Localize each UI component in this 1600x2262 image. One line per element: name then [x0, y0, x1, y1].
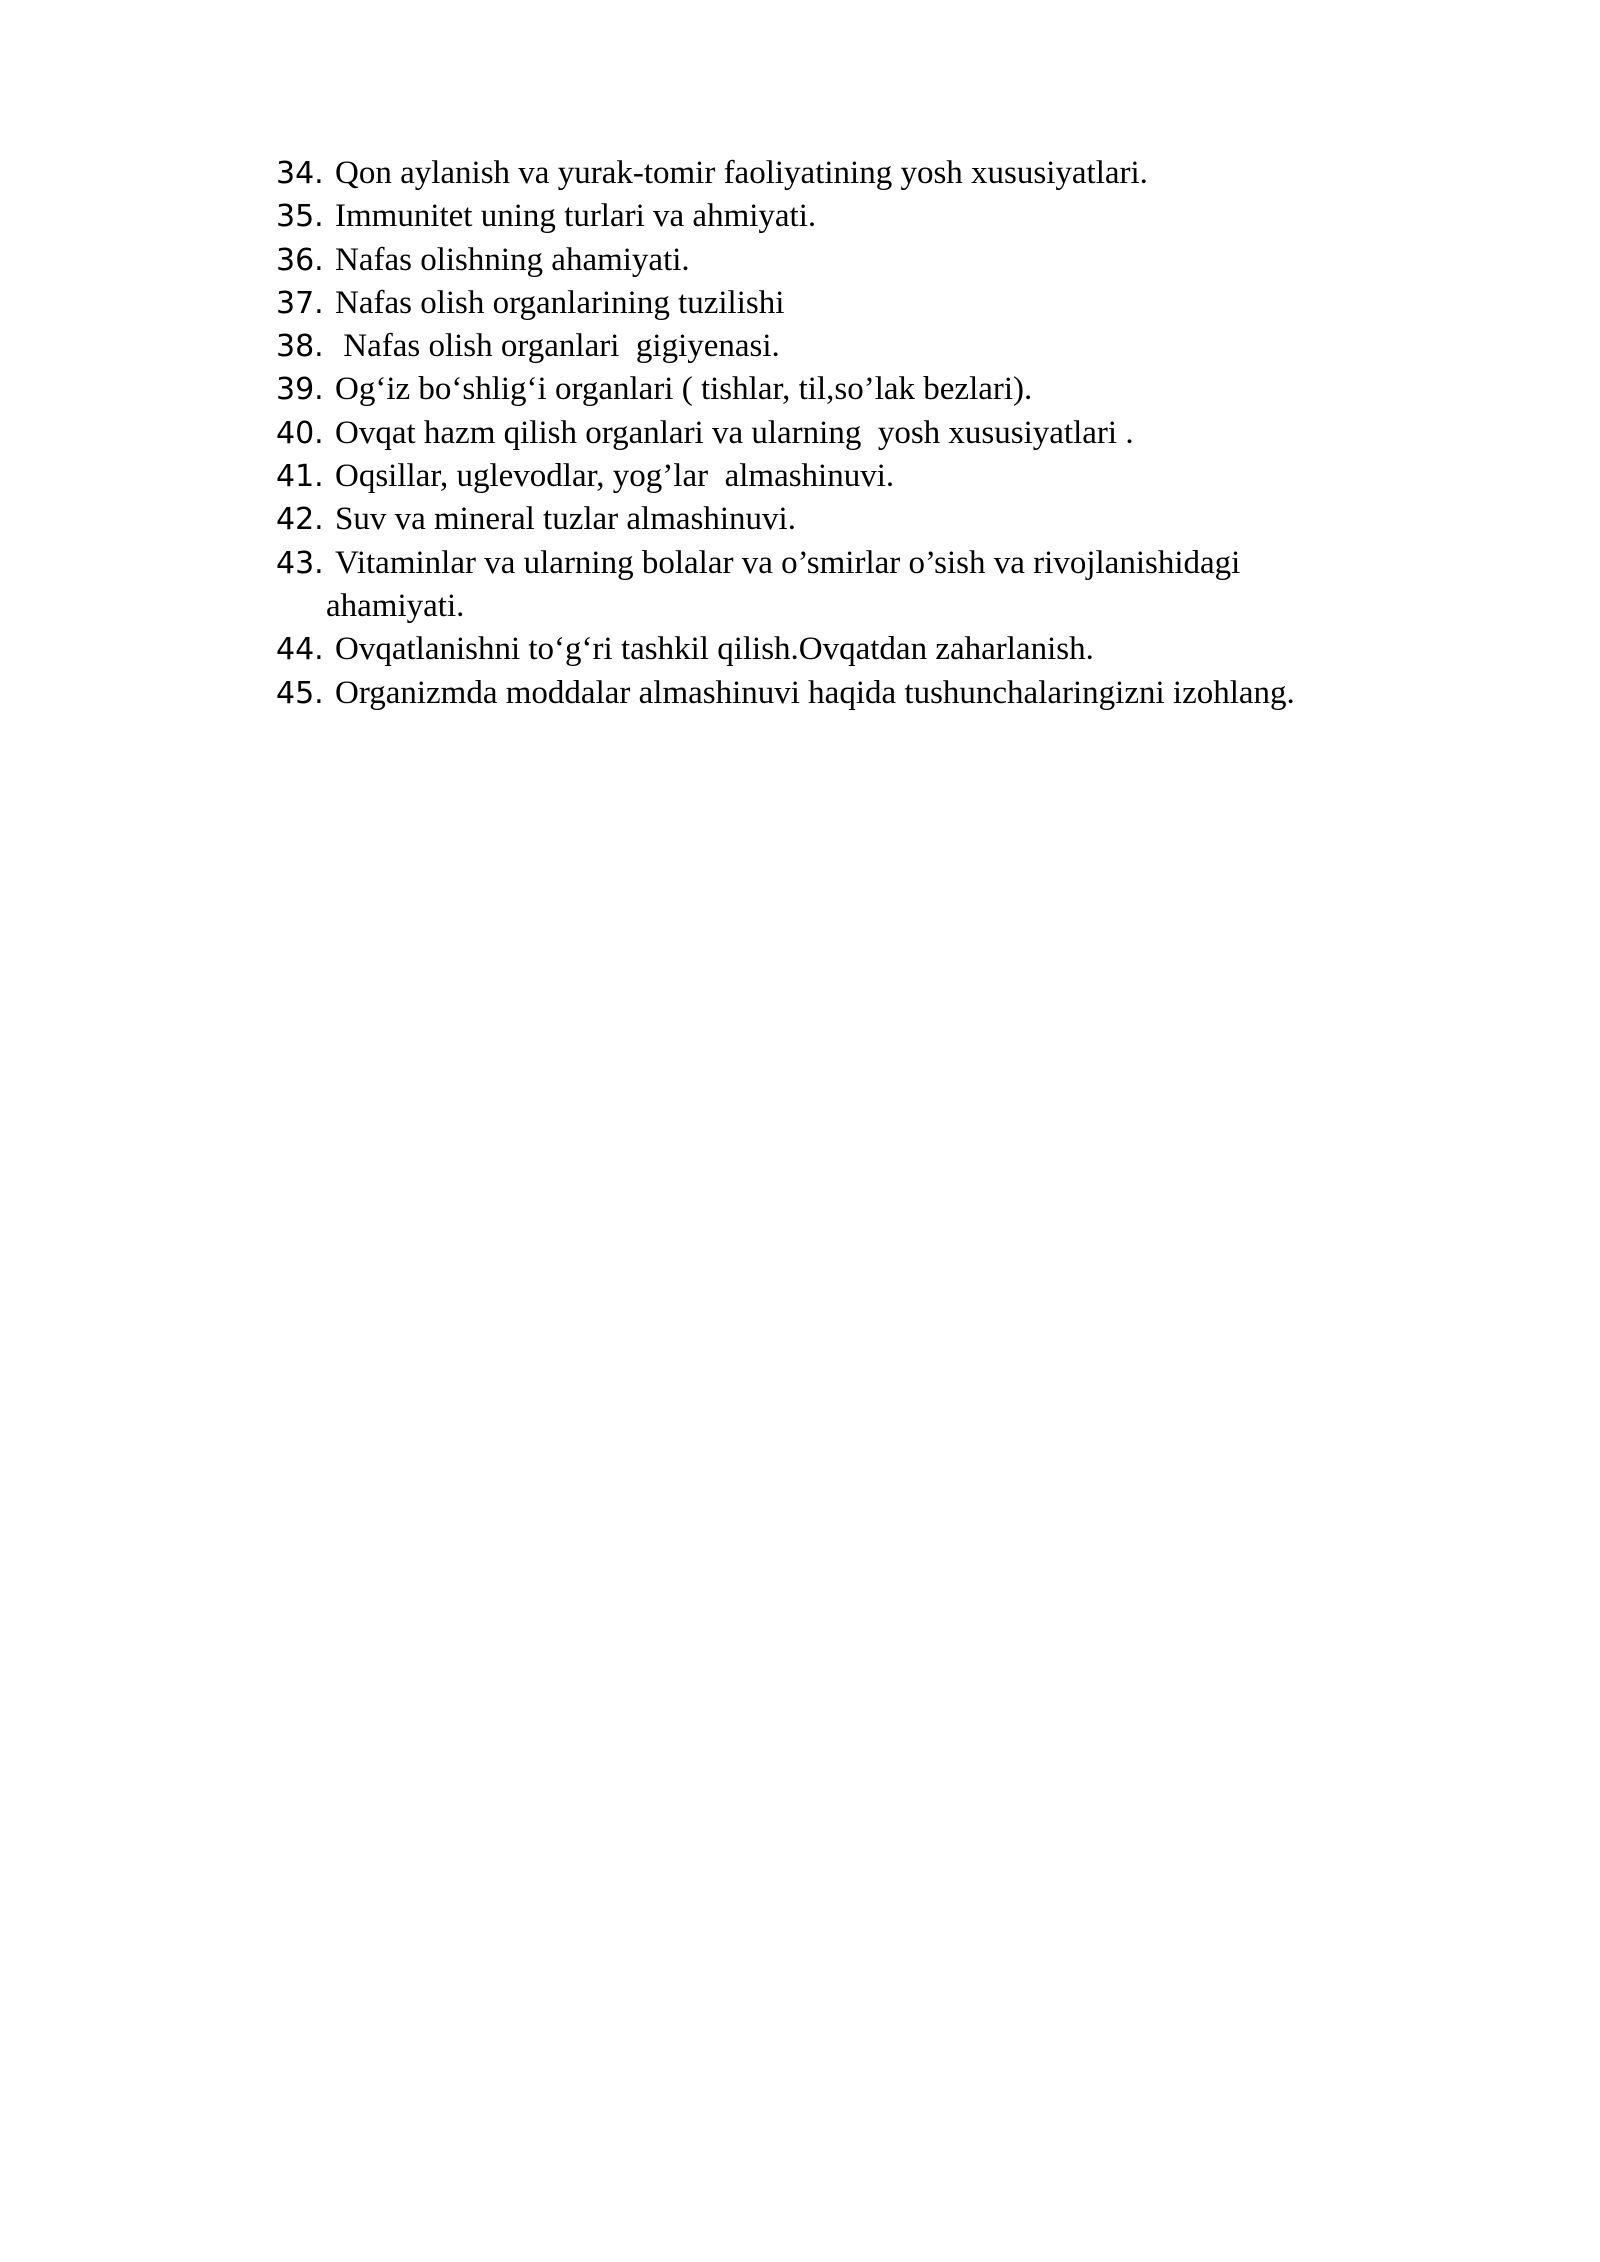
item-text: Immunitet uning turlari va ahmiyati.	[335, 198, 817, 235]
question-list	[276, 152, 1486, 715]
list-item	[276, 325, 1486, 368]
list-item	[276, 628, 1486, 671]
item-text: Oqsillar, uglevodlar, yog’lar almashinuvi.	[335, 458, 895, 495]
item-number: 40.	[276, 415, 324, 451]
item-text: Qon aylanish va yurak-tomir faoliyatining yosh xususiyatlari.	[335, 155, 1148, 191]
item-number: 41.	[276, 459, 324, 495]
item-text: Organizmda moddalar almashinuvi haqida tushunchalaringizni izohlang.	[335, 674, 1295, 711]
item-number: 44.	[276, 632, 324, 668]
item-text: Nafas olish organlari gigiyenasi.	[335, 328, 780, 365]
item-number: 39.	[276, 372, 324, 408]
list-item	[276, 542, 1486, 629]
list-item	[276, 672, 1486, 715]
item-number: 37.	[276, 285, 324, 321]
list-item	[276, 412, 1486, 455]
list-item	[276, 498, 1486, 541]
item-text: Suv va mineral tuzlar almashinuvi.	[335, 501, 796, 538]
item-number: 42.	[276, 502, 324, 538]
item-text-line-2: ahamiyati.	[326, 587, 465, 624]
list-item	[276, 239, 1486, 282]
item-text: Ovqatlanishni to‘g‘ri tashkil qilish.Ovqatdan zaharlanish.	[335, 631, 1094, 668]
item-text: Og‘iz bo‘shlig‘i organlari ( tishlar, til,so’lak bezlari).	[335, 371, 1033, 408]
item-text: Ovqat hazm qilish organlari va ularning yosh xususiyatlari .	[335, 414, 1134, 451]
item-text-line-1: Vitaminlar va ularning bolalar va o’smirlar o’sish va rivojlanishidagi	[335, 544, 1241, 581]
list-item	[276, 152, 1486, 195]
list-item	[276, 455, 1486, 498]
item-number: 45.	[276, 675, 324, 711]
list-item	[276, 282, 1486, 325]
list-item	[276, 195, 1486, 238]
list-item	[276, 368, 1486, 411]
item-number: 34.	[276, 156, 324, 191]
item-text: Nafas olishning ahamiyati.	[335, 241, 690, 278]
item-number: 38.	[276, 329, 324, 365]
item-number: 35.	[276, 199, 324, 235]
item-number: 43.	[276, 545, 324, 581]
item-text: Nafas olish organlarining tuzilishi	[335, 284, 785, 321]
item-number: 36.	[276, 242, 324, 278]
